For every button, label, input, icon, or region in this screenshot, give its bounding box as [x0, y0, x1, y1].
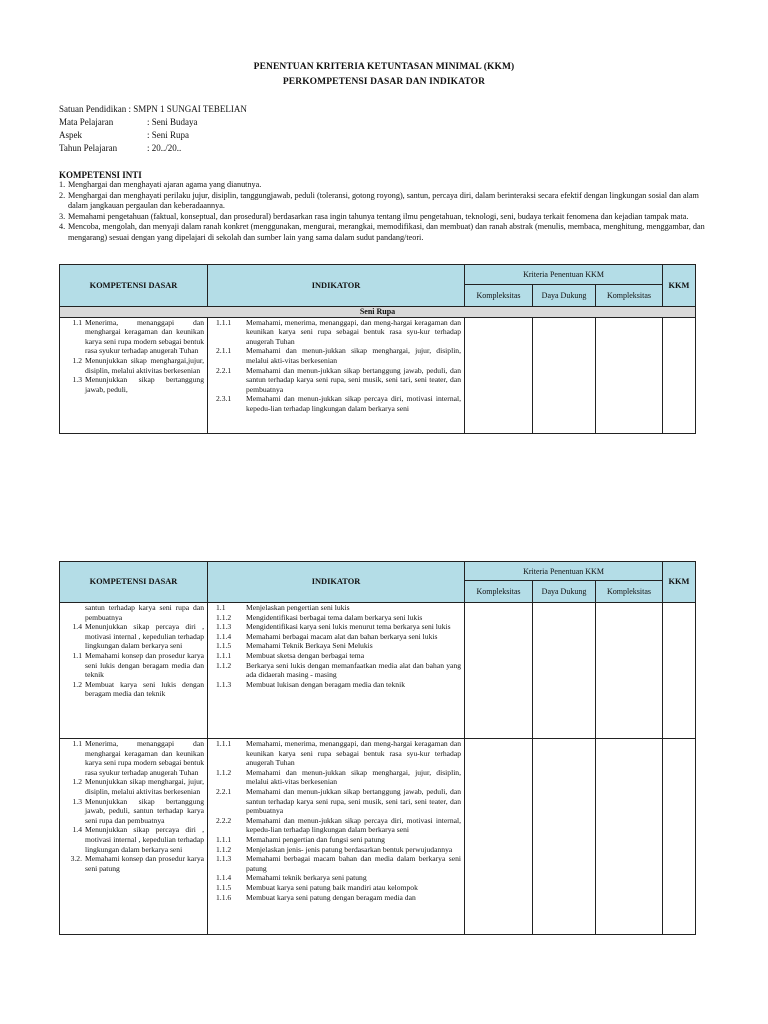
kd-text: Memahami konsep dan prosedur karya seni patung: [85, 854, 204, 873]
indikator-text: Membuat sketsa dengan berbagai tema: [246, 650, 365, 660]
indikator-item: [216, 893, 461, 903]
kompleksitas-value: [465, 603, 533, 739]
kkm-value: [663, 603, 696, 739]
daya-dukung-value: [533, 739, 596, 935]
kd-number: 1.4: [72, 825, 82, 835]
indikator-item: [216, 873, 461, 883]
indikator-item: [216, 680, 461, 690]
indikator-text: Membuat karya seni patung dengan beragam media dan: [246, 892, 416, 902]
ki-number: 3.: [59, 211, 66, 221]
kkm-value: [663, 317, 696, 433]
meta-label: Tahun Pelajaran: [59, 143, 118, 153]
kd-text: Menunjukkan sikap percaya diri , motivasi internal , kepedulian terhadap lingkungan dalam berkarya seni: [85, 825, 204, 854]
kd-text: Menerima, menanggapi dan menghargai keragaman dan keunikan karya seni rupa modern sebagai bentuk rasa syukur terhadap anugerah Tuhan: [85, 739, 204, 777]
indikator-text: Memahami dan menun-jukkan sikap menghargai, jujur, disiplin, melalui akti-vitas berkesenian: [246, 767, 461, 787]
document-subtitle: PERKOMPETENSI DASAR DAN INDIKATOR: [282, 77, 486, 87]
ki-number: 1.: [59, 180, 66, 189]
kd-text: Menerima, menanggapi dan menghargai keragaman dan keunikan karya seni rupa modern sebagai bentuk rasa syukur terhadap anugerah Tuhan: [85, 317, 204, 356]
indikator-number: 2.3.1: [216, 394, 232, 404]
kd-item: [66, 680, 204, 699]
indikator-item: [216, 394, 461, 413]
indikator-item: [216, 366, 461, 395]
kd-number: 1.3: [72, 796, 82, 806]
meta-row: [59, 103, 247, 116]
kd-number: 1.2: [72, 777, 82, 787]
header-daya-dukung: Daya Dukung: [533, 581, 596, 603]
ki-text: Memahami pengetahuan (faktual, konseptual, dan prosedural) berdasarkan rasa ingin tahunya tentang ilmu pengetahuan, teknologi, seni, budaya terkait fenomena dan kejadian tampak mata.: [68, 211, 689, 221]
meta-row: [59, 129, 247, 142]
kd-item: [66, 777, 204, 796]
ki-item: [59, 222, 713, 243]
meta-label: Aspek: [59, 130, 82, 140]
kd-text: Menunjukkan sikap percaya diri , motivasi internal , kepedulian terhadap lingkungan dalam berkarya seni: [85, 622, 204, 651]
indikator-number: 1.1.3: [216, 622, 232, 632]
indikator-item: [216, 661, 461, 680]
kd-item: [66, 622, 204, 651]
indikator-number: 2.2.2: [216, 815, 232, 825]
indikator-text: Memahami berbagai macam alat dan bahan berkarya seni lukis: [246, 631, 438, 641]
indikator-text: Memahami Teknik Berkaya Seni Melukis: [246, 641, 373, 651]
indikator-cell: [208, 603, 465, 739]
indikator-text: Memahami dan menun-jukkan sikap bertanggung jawab, peduli, dan santun terhadap karya seni rupa, seni musik, seni tari, seni teater, dan pembuatnya: [246, 786, 461, 816]
indikator-cell: [208, 317, 465, 433]
indikator-item: [216, 603, 461, 613]
kd-text: santun terhadap karya seni rupa dan pembuatnya: [85, 603, 204, 622]
indikator-number: 1.1.5: [216, 882, 232, 892]
indikator-number: 1.1.2: [216, 660, 232, 670]
kd-cell: [60, 317, 208, 433]
indikator-text: Memahami teknik berkarya seni patung: [246, 873, 367, 883]
kd-item: [66, 797, 204, 826]
kompleksitas-value-2: [596, 739, 663, 935]
indikator-number: 1.1.1: [216, 739, 232, 748]
kkm-table-2: [59, 561, 696, 935]
indikator-number: 1.1: [216, 603, 226, 612]
indikator-text: Menjelaskan pengertian seni lukis: [246, 603, 350, 612]
indikator-text: Mengidentifikasi karya seni lukis menurut tema berkarya seni lukis: [246, 622, 451, 632]
header-kompleksitas-2: Kompleksitas: [596, 285, 663, 307]
indikator-item: [216, 613, 461, 623]
indikator-item: [216, 641, 461, 651]
section-seni-rupa: Seni Rupa: [60, 307, 696, 318]
indikator-text: Menjelaskan jenis- jenis patung berdasarkan bentuk perwujudannya: [246, 844, 453, 854]
kompetensi-inti-list: [59, 180, 713, 244]
indikator-item: [216, 651, 461, 661]
kd-text: Membuat karya seni lukis dengan beragam media dan teknik: [85, 679, 204, 699]
indikator-text: Membuat karya seni patung baik mandiri atau kelompok: [246, 882, 418, 892]
kd-text: Menunjukkan sikap bertanggung jawab, peduli, santun terhadap karya seni rupa dan pembuatnya: [85, 796, 204, 825]
kd-number: 3.2.: [70, 854, 82, 864]
indikator-number: 1.1.2: [216, 612, 232, 622]
kd-number: 1.2: [72, 355, 82, 365]
kd-text: Memahami konsep dan prosedur karya seni lukis dengan beragam media dan teknik: [85, 650, 204, 680]
kd-item: [66, 603, 204, 622]
header-daya-dukung: Daya Dukung: [533, 285, 596, 307]
indikator-text: Memahami dan menun-jukkan sikap menghargai, jujur, disiplin, melalui akti-vitas berkesenian: [246, 346, 461, 365]
indikator-item: [216, 622, 461, 632]
kd-item: [66, 356, 204, 375]
meta-value: : 20../20..: [147, 143, 182, 153]
header-kriteria: Kriteria Penentuan KKM: [465, 265, 663, 285]
indikator-number: 1.1.1: [216, 834, 232, 844]
meta-label: Mata Pelajaran: [59, 117, 114, 127]
kompleksitas-value: [465, 739, 533, 935]
header-kompleksitas: Kompleksitas: [465, 581, 533, 603]
indikator-text: Memahami pengertian dan fungsi seni patung: [246, 834, 385, 844]
indikator-number: 2.1.1: [216, 346, 232, 356]
kd-item: [66, 651, 204, 680]
kd-number: 1.1: [72, 739, 82, 748]
ki-text: Menghargai dan menghayati ajaran agama yang dianutnya.: [68, 180, 262, 189]
daya-dukung-value: [533, 603, 596, 739]
indikator-item: [216, 318, 461, 347]
ki-text: Mencoba, mengolah, dan menyaji dalam ranah konkret (menggunakan, mengurai, merangkai, memodifikasi, dan membuat) dan ranah abstrak (menulis, membaca, menghitung, menggambar, dan mengarang) sesuai dengan yang dipelajari di sekolah dan sumber lain yang sama dalam sudut pandang/teori.: [68, 222, 705, 242]
ki-item: [59, 191, 713, 212]
indikator-text: Memahami dan menun-jukkan sikap percaya diri, motivasi internal, kepedu-lian terhadap lingkungan dalam berkarya seni: [246, 394, 461, 413]
daya-dukung-value: [533, 317, 596, 433]
indikator-item: [216, 883, 461, 893]
header-kompetensi-dasar: KOMPETENSI DASAR: [60, 562, 208, 603]
indikator-text: Memahami, menerima, menanggapi, dan meng-hargai keragaman dan keunikan karya seni rupa sebagai bentuk rasa syu-kur terhadap anugerah Tuhan: [246, 739, 461, 768]
indikator-cell: [208, 739, 465, 935]
kd-cell: [60, 739, 208, 935]
indikator-text: Memahami dan menun-jukkan sikap bertanggung jawab, peduli, dan santun terhadap karya seni rupa, seni musik, seni tari, seni teater, dan pembuatnya: [246, 365, 461, 394]
kd-cell: [60, 603, 208, 739]
indikator-number: 1.1.4: [216, 873, 232, 883]
meta-label: Satuan Pendidikan: [59, 104, 127, 114]
kompleksitas-value: [465, 317, 533, 433]
indikator-text: Berkarya seni lukis dengan memanfaatkan media alat dan bahan yang ada didaerah masing - masing: [246, 660, 461, 680]
ki-number: 4.: [59, 222, 66, 232]
ki-number: 2.: [59, 190, 66, 200]
kd-item: [66, 825, 204, 854]
indikator-text: Membuat lukisan dengan beragam media dan teknik: [246, 679, 405, 689]
meta-value: : Seni Rupa: [147, 130, 189, 140]
kd-item: [66, 318, 204, 356]
ki-item: [59, 212, 713, 223]
kd-item: [66, 739, 204, 777]
header-indikator: INDIKATOR: [208, 265, 465, 307]
indikator-number: 1.1.3: [216, 854, 232, 864]
kkm-table-1: [59, 264, 696, 434]
indikator-item: [216, 835, 461, 845]
meta-row: [59, 116, 247, 129]
indikator-item: [216, 845, 461, 855]
kd-item: [66, 854, 204, 873]
indikator-item: [216, 787, 461, 816]
indikator-number: 2.2.1: [216, 786, 232, 796]
indikator-text: Mengidentifikasi berbagai tema dalam berkarya seni lukis: [246, 612, 423, 622]
indikator-number: 1.1.4: [216, 631, 232, 641]
kd-item: [66, 375, 204, 394]
kd-text: Menunjukkan sikap menghargai,jujur, disiplin, melalui aktivitas berkesenian: [85, 355, 204, 375]
header-kompetensi-dasar: KOMPETENSI DASAR: [60, 265, 208, 307]
kompetensi-inti-heading: KOMPETENSI INTI: [59, 170, 142, 180]
indikator-item: [216, 854, 461, 873]
ki-text: Menghargai dan menghayati perilaku jujur, disiplin, tanggungjawab, peduli (toleransi, gotong royong), santun, percaya diri, dalam berinteraksi secara efektif dengan lingkungan sosial dan alam dalam jangkauan pergaulan dan keberadaannya.: [68, 190, 699, 211]
indikator-number: 1.1.6: [216, 892, 232, 902]
indikator-number: 1.1.1: [216, 317, 232, 327]
kd-number: 1.4: [72, 622, 82, 632]
kd-number: 1.1: [72, 650, 82, 660]
identity-block: [59, 103, 247, 155]
indikator-item: [216, 346, 461, 365]
indikator-number: 1.1.1: [216, 650, 232, 660]
indikator-number: 1.1.3: [216, 679, 232, 689]
indikator-number: 1.1.2: [216, 767, 232, 777]
ki-item: [59, 180, 713, 191]
meta-value: : Seni Budaya: [147, 117, 198, 127]
kd-number: 1.3: [72, 375, 82, 385]
kkm-value: [663, 739, 696, 935]
indikator-number: 1.1.2: [216, 844, 232, 854]
header-kriteria: Kriteria Penentuan KKM: [465, 562, 663, 581]
meta-value: : SMPN 1 SUNGAI TEBELIAN: [128, 104, 247, 114]
kd-text: Menunjukkan sikap bertanggung jawab, peduli,: [85, 375, 204, 394]
kompleksitas-value-2: [596, 317, 663, 433]
indikator-item: [216, 768, 461, 787]
indikator-item: [216, 816, 461, 835]
indikator-text: Memahami berbagai macam bahan dan media dalam berkarya seni patung: [246, 854, 461, 873]
meta-row: [59, 142, 247, 155]
indikator-text: Memahami, menerima, menanggapi, dan meng-hargai keragaman dan keunikan karya seni rupa sebagai bentuk rasa syu-kur terhadap anugerah Tuhan: [246, 317, 461, 346]
indikator-number: 1.1.5: [216, 641, 232, 651]
header-kompleksitas: Kompleksitas: [465, 285, 533, 307]
document-title: PENENTUAN KRITERIA KETUNTASAN MINIMAL (KKM): [253, 62, 515, 72]
kd-number: 1.2: [72, 679, 82, 689]
indikator-item: [216, 632, 461, 642]
header-indikator: INDIKATOR: [208, 562, 465, 603]
kd-number: 1.1: [72, 317, 82, 327]
kompleksitas-value-2: [596, 603, 663, 739]
kd-text: Menunjukkan sikap menghargai, jujur, disiplin, melalui aktivitas berkesenian: [85, 777, 204, 796]
indikator-number: 2.2.1: [216, 365, 232, 375]
indikator-text: Memahami dan menun-jukkan sikap percaya diri, motivasi internal, kepedu-lian terhadap lingkungan dalam berkarya seni: [246, 815, 461, 835]
kd-number: [66, 603, 85, 622]
header-kompleksitas-2: Kompleksitas: [596, 581, 663, 603]
header-kkm: KKM: [663, 562, 696, 603]
indikator-item: [216, 739, 461, 768]
header-kkm: KKM: [663, 265, 696, 307]
